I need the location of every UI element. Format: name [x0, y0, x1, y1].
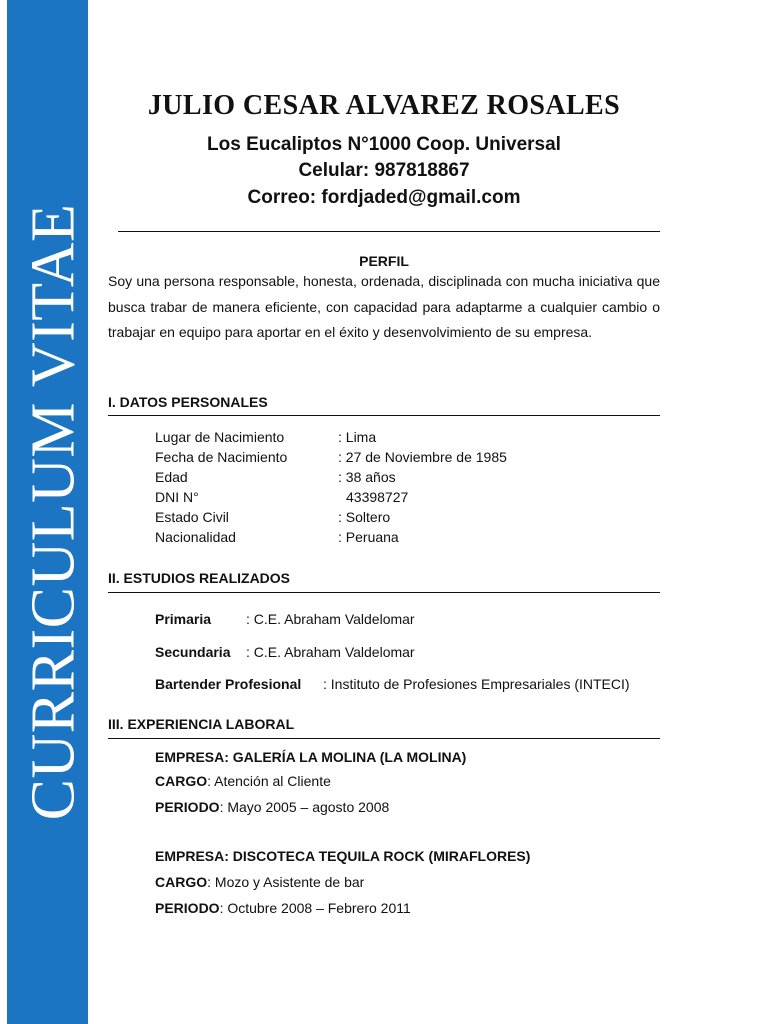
job-company: EMPRESA: GALERÍA LA MOLINA (LA MOLINA)	[155, 749, 467, 765]
perfil-title: PERFIL	[359, 253, 409, 269]
section-rule-experience	[108, 738, 660, 739]
section-title-studies: II. ESTUDIOS REALIZADOS	[108, 570, 291, 586]
job-periodo-label: PERIODO	[155, 900, 220, 916]
section-title-experience: III. EXPERIENCIA LABORAL	[108, 716, 295, 732]
study-label: Secundaria	[155, 644, 231, 660]
header-divider	[118, 231, 660, 232]
personal-label: Lugar de Nacimiento	[155, 429, 285, 445]
study-label: Bartender Profesional	[155, 676, 302, 692]
study-value: : C.E. Abraham Valdelomar	[246, 644, 415, 660]
section-rule-personal	[108, 415, 660, 416]
sidebar-title: CURRICULUM VITAE	[19, 203, 88, 821]
candidate-name: JULIO CESAR ALVAREZ ROSALES	[147, 90, 621, 121]
study-value: : Instituto de Profesiones Empresariales (INTECI)	[323, 676, 630, 692]
personal-label: Nacionalidad	[155, 529, 236, 545]
job-periodo	[155, 900, 411, 916]
personal-value: : Soltero	[338, 509, 391, 525]
job-periodo-value: : Octubre 2008 – Febrero 2011	[219, 900, 411, 916]
personal-label: Fecha de Nacimiento	[155, 449, 288, 465]
address-line: Los Eucaliptos N°1000 Coop. Universal	[207, 134, 561, 155]
job-cargo	[155, 874, 364, 890]
perfil-text: Soy una persona responsable, honesta, ordenada, disciplinada con mucha iniciativa que busca trabar de manera eficiente, con capacidad para adaptarme a cualquier cambio o trabajar en equipo para aportar en el éxito y desenvolvimiento de su empresa.	[108, 273, 660, 340]
personal-label: Edad	[155, 469, 188, 485]
job-company: EMPRESA: DISCOTECA TEQUILA ROCK (MIRAFLORES)	[155, 848, 531, 864]
job-cargo	[155, 773, 331, 789]
section-title-personal: I. DATOS PERSONALES	[108, 394, 268, 410]
study-label: Primaria	[155, 611, 212, 627]
personal-label: Estado Civil	[155, 509, 229, 525]
job-periodo-value: : Mayo 2005 – agosto 2008	[219, 799, 390, 815]
job-cargo-value: : Atención al Cliente	[207, 773, 331, 789]
phone-line: Celular: 987818867	[298, 160, 470, 181]
personal-label: DNI N°	[155, 489, 199, 505]
personal-value: : 27 de Noviembre de 1985	[338, 449, 507, 465]
study-value: : C.E. Abraham Valdelomar	[246, 611, 415, 627]
personal-value: : Peruana	[338, 529, 399, 545]
sidebar-band	[7, 0, 88, 1024]
personal-value: : Lima	[338, 429, 377, 445]
job-cargo-value: : Mozo y Asistente de bar	[207, 874, 365, 890]
section-rule-studies	[108, 592, 660, 593]
personal-value: 43398727	[346, 489, 409, 505]
job-cargo-label: CARGO	[155, 874, 208, 890]
job-periodo	[155, 799, 389, 815]
job-cargo-label: CARGO	[155, 773, 208, 789]
email-line: Correo: fordjaded@gmail.com	[247, 187, 521, 208]
job-periodo-label: PERIODO	[155, 799, 220, 815]
personal-value: : 38 años	[338, 469, 396, 485]
